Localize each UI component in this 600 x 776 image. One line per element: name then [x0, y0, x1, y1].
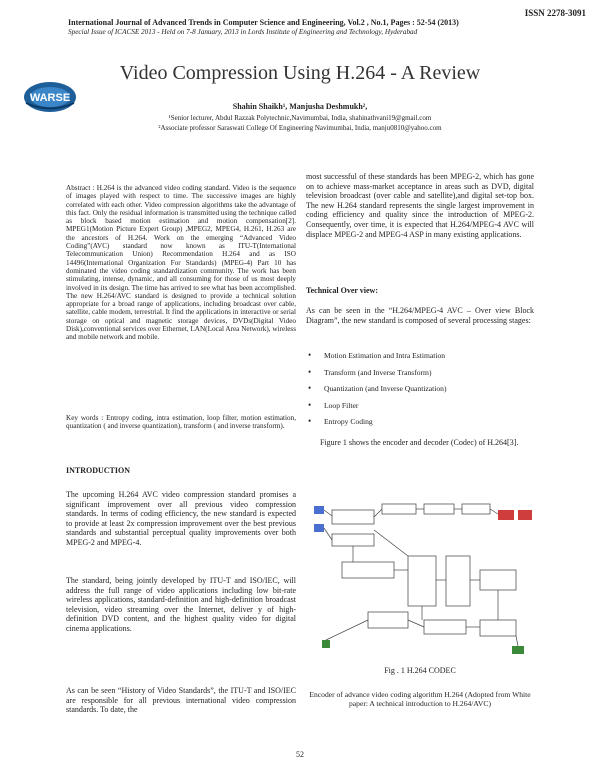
- special-issue-info: Special Issue of ICACSE 2013 - Held on 7-8 January, 2013 in Lords Institute of Engineering and Technology, Hyderabad: [68, 28, 418, 36]
- diagram-block: [480, 620, 516, 636]
- issn: ISSN 2278-3091: [524, 8, 586, 18]
- input-block: [314, 524, 324, 532]
- diagram-block: [462, 504, 490, 514]
- intro-paragraph-1: The upcoming H.264 AVC video compression standard promises a significant improvement over all previous video compression standards. In terms of coding efficiency, the new standard is expected to provide at least 2x compression improvement over the best previous standards and substantial perceptual quality improvements over both MPEG-2 and MPEG-4.: [66, 490, 296, 547]
- diagram-block: [446, 556, 470, 606]
- processing-stages-list: [306, 351, 534, 434]
- list-item: • Quantization (and Inverse Quantization): [306, 384, 534, 401]
- journal-info: International Journal of Advanced Trends in Computer Science and Engineering, Vol.2 , No.1, Pages : 52-54 (2013): [68, 18, 459, 27]
- diagram-block: [332, 510, 374, 524]
- diagram-block: [342, 562, 394, 578]
- list-item: • Transform (and Inverse Transform): [306, 368, 534, 385]
- diagram-block: [424, 504, 454, 514]
- figure-description: Encoder of advance video coding algorithm H.264 (Adopted from White paper: A technical introduction to H.264/AVC): [309, 690, 531, 708]
- diagram-block: [382, 504, 416, 514]
- figure-caption: Fig . 1 H.264 CODEC: [384, 666, 456, 675]
- introduction-heading: INTRODUCTION: [66, 466, 131, 475]
- logo-text: WARSE: [29, 92, 71, 104]
- affiliation-1: ¹Senior lecturer, Abdul Razzak Polytechnic,Navimumbai, India, shahinathvani19@gmail.com: [168, 114, 432, 122]
- diagram-block: [368, 612, 408, 628]
- intro-paragraph-3: As can be seen “History of Video Standards”, the ITU-T and ISO/IEC are responsible for all previous international video compression standards. To date, the: [66, 686, 296, 715]
- technical-overview-heading: Technical Over view:: [306, 286, 378, 295]
- list-item: • Loop Filter: [306, 401, 534, 418]
- authors: Shahin Shaikh¹, Manjusha Deshmukh²,: [232, 102, 368, 111]
- page-number: 52: [296, 750, 304, 759]
- output-block: [518, 510, 532, 520]
- diagram-block: [408, 556, 436, 606]
- paper-title: Video Compression Using H.264 - A Review: [119, 62, 481, 84]
- figure-intro: Figure 1 shows the encoder and decoder (Codec) of H.264[3].: [320, 438, 519, 447]
- keywords: Key words : Entropy coding, intra estimation, loop filter, motion estimation, quantization ( and inverse quantization), transform ( and inverse transform).: [66, 414, 296, 431]
- diagram-block: [480, 570, 516, 590]
- decoder-block: [322, 640, 330, 648]
- technical-paragraph: As can be seen in the “H.264/MPEG-4 AVC – Over view Block Diagram”, the new standard is composed of several processing stages:: [306, 306, 534, 325]
- codec-block-diagram: [312, 500, 538, 664]
- abstract: Abstract : H.264 is the advanced video coding standard. Video is the sequence of images played with respect to time. The successive images are highly correlated with each other. Video compression algorithms take the advantage of this fact. Only the residual information is transmitted using the technique called as block based motion estimation and motion compensation[2]. MPEG1(Motion Picture Expert Group) ,MPEG2, MPEG4, H.261, H.263 are the ancestors of H.264. Work on the emerging “Advanced Video Coding”(AVC) standard now known as ITU-T(International Telecommunication Union) Recommendation H.264 and as ISO 14496(International Organization For Standards) (MPEG-4) Part 10 has dominated the video coding standardization community. The work has been stimulating, intense, dynamic, and all consuming for those of us most deeply involved in its design. The time has arrived to see what has been accomplished. The new H.264/AVC standard is designed to provide a technical solution appropriate for a broad range of applications, including broadcast over cable, satellite, cable modem, terrestrial. It find the applications in interactive or serial storage on optical and magnetic storage devices, DVDs(Digital Video Disk),conventional services over Ethernet, LAN(Local Area Network), wireless and mobile network and mobile.: [66, 184, 296, 342]
- affiliation-2: ²Associate professor Saraswati College Of Engineering Navimumbai, India, manju0810@yahoo.com: [158, 124, 442, 132]
- diagram-block: [332, 534, 374, 546]
- input-block: [314, 506, 324, 514]
- decoder-block: [512, 646, 524, 654]
- intro-paragraph-2: The standard, being jointly developed by ITU-T and ISO/IEC, will address the full range of video applications including low bit-rate wireless applications, standard-definition and high-definition broadcast television, video streaming over the Internet, deliver y of high-definition DVD content, and the highest quality video for digital cinema applications.: [66, 576, 296, 633]
- right-paragraph-1: most successful of these standards has been MPEG-2, which has gone on to achieve mass-market acceptance in areas such as DVD, digital television broadcast (over cable and satellite),and digital set-top box. The new H.264 standard represents the single largest improvement in coding efficiency and quality since the introduction of MPEG-2. Consequently, over time, it is expected that H.264/MPEG-4 AVC will displace MPEG-2 and MPEG-4 ASP in many existing applications.: [306, 172, 534, 239]
- diagram-block: [424, 620, 466, 634]
- list-item: • Entropy Coding: [306, 417, 534, 434]
- output-block: [498, 510, 514, 520]
- list-item: • Motion Estimation and Intra Estimation: [306, 351, 534, 368]
